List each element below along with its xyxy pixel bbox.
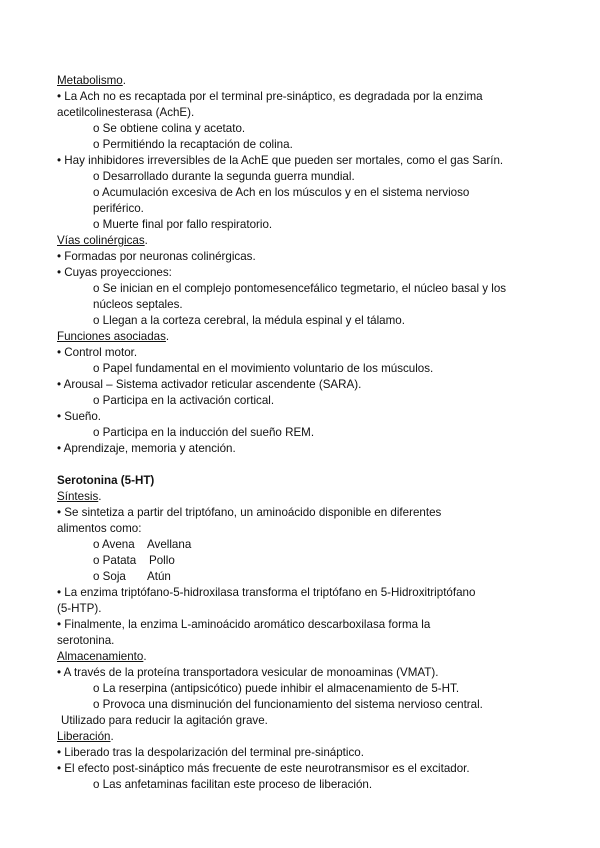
sub-bullet-text: o Participa en la activación cortical. [93, 394, 275, 407]
food-item: Atún [147, 570, 171, 583]
heading-almacenamiento: Almacenamiento [57, 650, 144, 663]
bullet-text: • Control motor. [57, 346, 138, 359]
note-text: Utilizado para reducir la agitación grave. [61, 714, 268, 727]
sub-bullet-text: o La reserpina (antipsicótico) puede inhibir el almacenamiento de 5-HT. [93, 682, 460, 695]
sub-bullet-text: o Muerte final por fallo respiratorio. [93, 218, 273, 231]
sub-bullet-text: o Provoca una disminución del funcionamiento del sistema nervioso central. [93, 698, 483, 711]
bullet-text: • Liberado tras la despolarización del terminal pre-sináptico. [57, 746, 364, 759]
sub-bullet-text-cont: periférico. [93, 202, 144, 215]
sub-bullet-text: o Acumulación excesiva de Ach en los músculos y en el sistema nervioso [93, 186, 470, 199]
bullet-text-cont: acetilcolinesterasa (AchE). [57, 106, 195, 119]
food-item: Avellana [147, 538, 192, 551]
bullet-text: • Aprendizaje, memoria y atención. [57, 442, 236, 455]
heading-metabolismo-line: Metabolismo. [57, 74, 126, 87]
heading-funciones-asociadas: Funciones asociadas [57, 330, 166, 343]
sub-bullet-text: o Se inician en el complejo pontomesencefálico tegmetario, el núcleo basal y los [93, 282, 507, 295]
bullet-text: • Hay inhibidores irreversibles de la AchE que pueden ser mortales, como el gas Sarín. [57, 154, 504, 167]
heading-liberacion-line: Liberación. [57, 730, 114, 743]
heading-sintesis: Síntesis [57, 490, 99, 503]
sub-bullet-text: o Permitiéndo la recaptación de colina. [93, 138, 293, 151]
sub-bullet-text: o Llegan a la corteza cerebral, la médula espinal y el tálamo. [93, 314, 405, 327]
food-row [93, 538, 233, 552]
heading-vias-colinergicas: Vías colinérgicas [57, 234, 145, 247]
bullet-text: • Se sintetiza a partir del triptófano, un aminoácido disponible en diferentes [57, 506, 442, 519]
heading-metabolismo: Metabolismo [57, 74, 123, 87]
sub-bullet-text-cont: núcleos septales. [93, 298, 183, 311]
food-item: Pollo [149, 554, 175, 567]
sub-bullet-text: o Papel fundamental en el movimiento voluntario de los músculos. [93, 362, 434, 375]
sub-bullet-text: o Desarrollado durante la segunda guerra mundial. [93, 170, 355, 183]
sub-bullet-text: o Las anfetaminas facilitan este proceso de liberación. [93, 778, 373, 791]
bullet-text-cont: (5-HTP). [57, 602, 102, 615]
bullet-text: • A través de la proteína transportadora vesicular de monoaminas (VMAT). [57, 666, 439, 679]
bullet-text: • Arousal – Sistema activador reticular ascendente (SARA). [57, 378, 362, 391]
bullet-text-cont: serotonina. [57, 634, 115, 647]
bullet-text-cont: alimentos como: [57, 522, 142, 535]
food-row [93, 554, 233, 568]
section-title-serotonina: Serotonina (5-HT) [57, 474, 155, 487]
heading-funciones-line: Funciones asociadas. [57, 330, 170, 343]
heading-liberacion: Liberación [57, 730, 111, 743]
food-row [93, 570, 233, 584]
food-item: o Avena [93, 538, 135, 551]
bullet-text: • Finalmente, la enzima L-aminoácido aromático descarboxilasa forma la [57, 618, 431, 631]
bullet-text: • Formadas por neuronas colinérgicas. [57, 250, 256, 263]
bullet-text: • Cuyas proyecciones: [57, 266, 172, 279]
sub-bullet-text: o Se obtiene colina y acetato. [93, 122, 246, 135]
bullet-text: • Sueño. [57, 410, 102, 423]
food-item: o Soja [93, 570, 126, 583]
sub-bullet-text: o Participa en la inducción del sueño REM. [93, 426, 315, 439]
bullet-text: • El efecto post-sináptico más frecuente de este neurotransmisor es el excitador. [57, 762, 470, 775]
bullet-text: • La Ach no es recaptada por el terminal pre-sináptico, es degradada por la enzima [57, 90, 483, 103]
bullet-text: • La enzima triptófano-5-hidroxilasa transforma el triptófano en 5-Hidroxitriptófano [57, 586, 476, 599]
heading-sintesis-line: Síntesis. [57, 490, 102, 503]
food-item: o Patata [93, 554, 137, 567]
heading-vias-line: Vías colinérgicas. [57, 234, 148, 247]
heading-almacenamiento-line: Almacenamiento. [57, 650, 147, 663]
